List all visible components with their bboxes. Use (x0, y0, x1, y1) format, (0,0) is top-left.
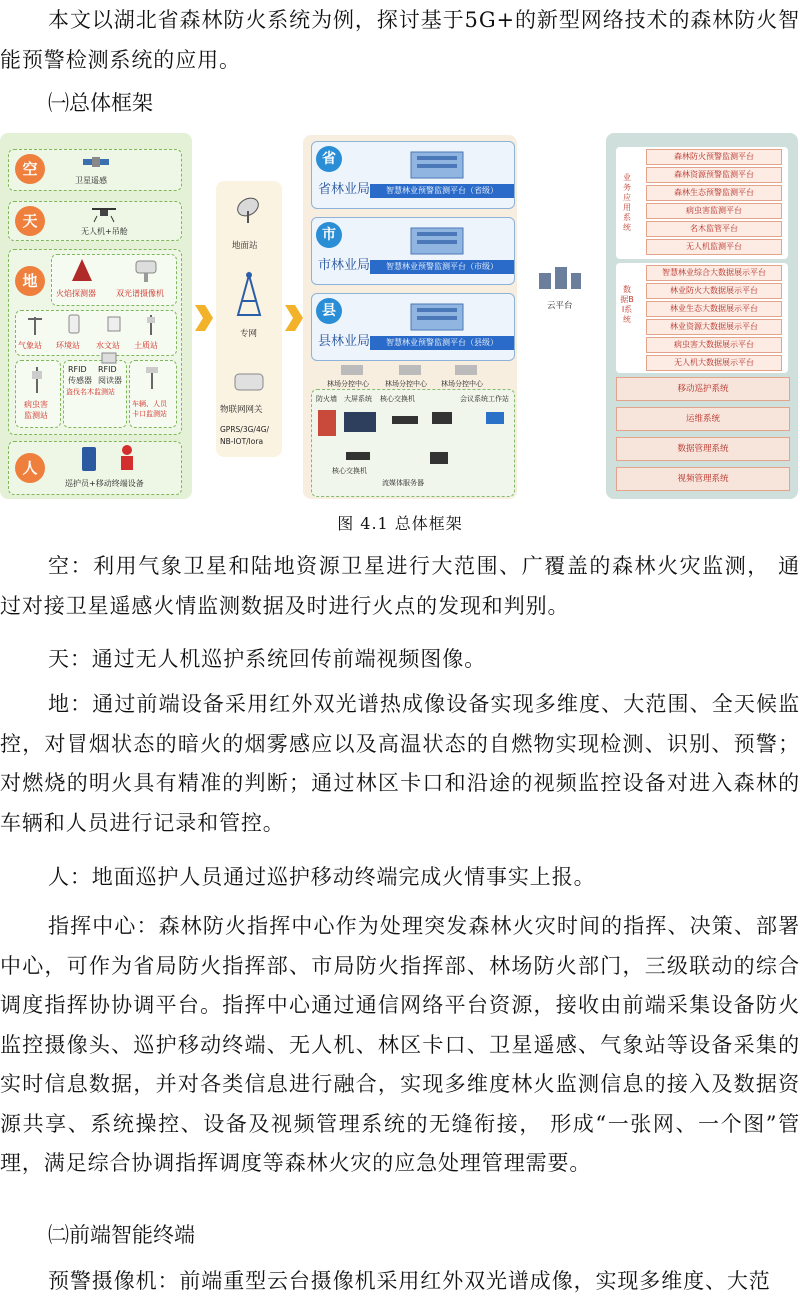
paragraph-kong: 空：利用气象卫星和陆地资源卫星进行大范围、广覆盖的森林火灾监测， 通过对接卫星遥感火情监测数据及时进行火点的发现和判别。 (0, 554, 800, 618)
cloud-server-icon (535, 263, 585, 295)
patrol-label: 巡护员+移动终端设备 (65, 479, 144, 488)
drone-icon (89, 204, 119, 224)
badge-province: 省 (316, 146, 342, 172)
paragraph-tian: 天：通过无人机巡护系统回传前端视频图像。 (48, 647, 486, 671)
media-server-label: 流媒体服务器 (382, 479, 424, 487)
drone-label: 无人机+吊舱 (81, 227, 128, 236)
platform-layer-panel (303, 135, 517, 499)
building-icon (407, 222, 467, 256)
core-switch-label: 核心交换机 (380, 395, 415, 403)
badge-kong: 空 (15, 154, 45, 184)
rfid-label-3: RFID (98, 365, 117, 374)
dual-camera-label: 双光谱摄像机 (116, 289, 164, 298)
rfid-label-2: 传感器 (68, 376, 92, 385)
dual-camera-icon (132, 257, 160, 283)
paragraph-ren: 人：地面巡护人员通过巡护移动终端完成火情事实上报。 (48, 865, 596, 889)
core-switch-2-label: 核心交换机 (332, 467, 367, 475)
arrow-right-icon (193, 303, 215, 333)
bi-item: 无人机大数据展示平台 (646, 355, 782, 371)
checkpoint-label-2: 卡口监测站 (132, 410, 167, 418)
sensing-layer-panel (0, 133, 192, 499)
province-platform-label: 智慧林业预警监测平台（省级） (370, 184, 514, 198)
building-icon (407, 298, 467, 332)
level-province (311, 141, 515, 209)
bi-item: 林业防火大数据展示平台 (646, 283, 782, 299)
station-group (15, 310, 177, 356)
badge-county: 县 (316, 298, 342, 324)
hydro-station-label: 水文站 (96, 341, 120, 350)
rfid-label-4: 阅读器 (98, 376, 122, 385)
switch-icon (344, 450, 372, 462)
screen-label: 大屏系统 (344, 395, 372, 403)
rfid-reader-icon (100, 351, 118, 365)
flame-detector-icon (70, 257, 94, 283)
soil-station-icon (144, 313, 158, 335)
ground-box (8, 249, 182, 435)
paragraph-command: 指挥中心：森林防火指挥中心作为处理突发森林火灾时间的指挥、决策、部署中心，可作为省局防火指挥部、市局防火指挥部、林场防火部门，三级联动的综合调度指挥协协调平台。指挥中心通过通信网络平台资源，接收由前端采集设备防火监控摄像头、巡护移动终端、无人机、林区卡口、卫星遥感、气象站等设备采集的实时信息数据，并对各类信息进行融合，实现多维度林火监测信息的接入及数据资源共享、系统操控、设备及视频管理系统的无缝衔接， 形成“一张网、一个图”管理，满足综合协调指挥调度等森林火灾的应急处理管理需要。 (0, 914, 800, 1175)
city-platform-label: 智慧林业预警监测平台（市级） (370, 260, 514, 274)
level-county (311, 293, 515, 361)
bi-item: 林业生态大数据展示平台 (646, 301, 782, 317)
screen-icon (342, 410, 378, 434)
heading-terminal: ㈡前端智能终端 (48, 1223, 195, 1247)
private-net-label: 专网 (240, 329, 258, 339)
flame-detector-label: 火焰探测器 (56, 289, 96, 298)
net-types-label-1: GPRS/3G/4G/ (220, 425, 270, 434)
firewall-icon (316, 408, 338, 438)
business-app-group (616, 147, 788, 259)
command-center-box (311, 389, 515, 497)
badge-ren: 人 (15, 453, 45, 483)
hydro-station-icon (106, 315, 122, 333)
patrol-person-icon (117, 444, 137, 472)
ground-station-label: 地面站 (232, 241, 258, 251)
rfid-label-1: RFID (68, 365, 87, 374)
soil-station-label: 土质站 (134, 341, 158, 350)
pest-station-icon (30, 365, 44, 393)
system-item: 数据管理系统 (616, 437, 790, 461)
system-item: 移动巡护系统 (616, 377, 790, 401)
checkpoint-box (129, 360, 177, 428)
sub-center-icon (339, 363, 365, 377)
bi-item: 病虫害大数据展示平台 (646, 337, 782, 353)
iot-gateway-label: 物联网网关 (220, 405, 263, 415)
rfid-box (63, 360, 127, 428)
satellite-dish-icon (234, 195, 264, 225)
system-item: 视频管理系统 (616, 467, 790, 491)
app-item: 名木监管平台 (646, 221, 782, 237)
weather-station-icon (26, 313, 44, 335)
data-bi-group (616, 263, 788, 373)
net-types-label-2: NB-IOT/lora (220, 437, 264, 446)
badge-di: 地 (15, 266, 45, 296)
arrow-right-icon (283, 303, 305, 333)
paragraph-di: 地：通过前端设备采用红外双光谱热成像设备实现多维度、大范围、全天候监控，对冒烟状态的暗火的烟雾感应以及高温状态的自燃物实现检测、识别、预警；对燃烧的明火具有精准的判断；通过林区卡口和沿途的视频监控设备对进入森林的车辆和人员进行记录和管控。 (0, 692, 800, 835)
data-bi-label: 数据BI系统 (620, 285, 634, 324)
mobile-phone-icon (79, 446, 99, 472)
paragraph-intro: 本文以湖北省森林防火系统为例，探讨基于5G+的新型网络技术的森林防火智能预警检测系统的应用。 (0, 8, 800, 72)
sub-center-icon (397, 363, 423, 377)
cloud-label: 云平台 (547, 301, 573, 311)
framework-figure (0, 133, 800, 501)
app-item: 森林资源预警监测平台 (646, 167, 782, 183)
satellite-icon (81, 152, 111, 174)
pest-station-label-2: 监测站 (24, 411, 48, 420)
building-icon (407, 146, 467, 180)
space-box (8, 149, 182, 191)
paragraph-camera: 预警摄像机：前端重型云台摄像机采用红外双光谱成像，实现多维度、大范 (48, 1269, 771, 1293)
meeting-label: 会议系统 (460, 395, 488, 403)
county-bureau-label: 县林业局 (318, 334, 371, 349)
sub-center-label: 林场分控中心 (441, 380, 483, 388)
checkpoint-label-1: 车辆、人员 (132, 400, 167, 408)
checkpoint-camera-icon (144, 365, 160, 389)
badge-city: 市 (316, 222, 342, 248)
people-box (8, 441, 182, 495)
app-item: 病虫害监测平台 (646, 203, 782, 219)
switch-icon (390, 414, 420, 426)
heading-framework: ㈠总体框架 (48, 91, 153, 115)
server-icon (428, 450, 450, 466)
gateway-icon (232, 371, 266, 393)
app-item: 森林生态预警监测平台 (646, 185, 782, 201)
sub-center-label: 林场分控中心 (327, 380, 369, 388)
workstation-label: 工作站 (488, 395, 509, 403)
cloud-platform (527, 263, 593, 313)
bi-item: 智慧林业综合大数据展示平台 (646, 265, 782, 281)
firewall-label: 防火墙 (316, 395, 337, 403)
network-layer-panel (216, 181, 282, 457)
business-app-label: 业务应用系统 (623, 173, 631, 232)
county-platform-label: 智慧林业预警监测平台（县级） (370, 336, 514, 350)
env-station-label: 环境站 (56, 341, 80, 350)
province-bureau-label: 省林业局 (318, 182, 371, 197)
monitor-icon (484, 410, 506, 430)
level-city (311, 217, 515, 285)
app-item: 森林防火预警监测平台 (646, 149, 782, 165)
server-icon (430, 408, 454, 428)
sky-box (8, 201, 182, 241)
pest-station-label-1: 病虫害 (24, 400, 48, 409)
app-item: 无人机监测平台 (646, 239, 782, 255)
pest-station-box (15, 360, 61, 428)
sub-center-icon (453, 363, 479, 377)
rfid-label-5: 盗伐名木监测站 (66, 388, 115, 396)
tower-icon (234, 271, 264, 317)
badge-tian: 天 (15, 206, 45, 236)
application-layer-panel (606, 133, 798, 499)
detector-group (51, 254, 177, 306)
figure-caption: 图 4.1 总体框架 (337, 514, 463, 533)
sub-center-label: 林场分控中心 (385, 380, 427, 388)
env-station-icon (66, 313, 82, 335)
weather-station-label: 气象站 (18, 341, 42, 350)
city-bureau-label: 市林业局 (318, 258, 371, 273)
system-item: 运维系统 (616, 407, 790, 431)
bi-item: 林业资源大数据展示平台 (646, 319, 782, 335)
satellite-label: 卫星遥感 (75, 176, 107, 185)
